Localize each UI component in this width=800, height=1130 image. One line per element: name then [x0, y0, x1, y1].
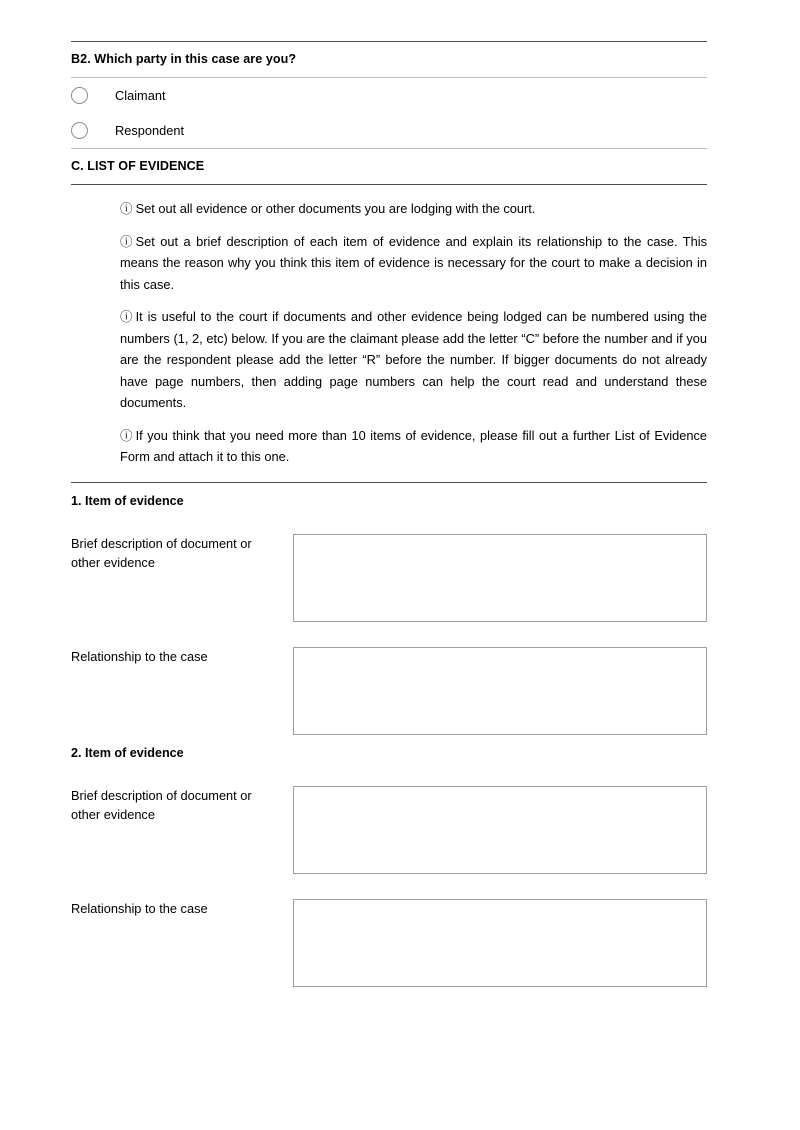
evidence-description-input-1[interactable] [293, 534, 707, 622]
field-label-line: Brief description of document or [71, 787, 252, 803]
document-content [71, 41, 707, 987]
evidence-field-row [71, 786, 707, 874]
radio-option-label: Claimant [115, 87, 166, 103]
field-label-relationship [71, 647, 293, 666]
field-label-description [71, 786, 293, 824]
instruction-text: It is useful to the court if documents and other evidence being lodged can be numbered using the numbers (1, 2, etc) below. If you are the claimant please add the letter “C” before the number and if you are the respondent please add the letter “R” before the number. If bigger documents do not already have page numbers, then adding page numbers can help the court read and understand these documents. [120, 309, 707, 410]
evidence-field-row [71, 899, 707, 987]
radio-option-respondent[interactable] [71, 113, 707, 148]
field-label-line: Brief description of document or [71, 535, 252, 551]
field-label-line: other evidence [71, 806, 155, 822]
instruction-text: Set out a brief description of each item of evidence and explain its relationship to the case. This means the reason why you think this item of evidence is necessary for the court to make a decision in this case. [120, 233, 707, 292]
evidence-relationship-input-2[interactable] [293, 899, 707, 987]
field-label-line: Relationship to the case [71, 900, 208, 916]
radio-option-claimant[interactable] [71, 78, 707, 113]
info-icon: ⓘ [120, 234, 133, 249]
field-label-line: other evidence [71, 554, 155, 570]
evidence-relationship-input-1[interactable] [293, 647, 707, 735]
evidence-field-row [71, 534, 707, 622]
instruction-text: If you think that you need more than 10 items of evidence, please fill out a further List of Evidence Form and attach it to this one. [120, 427, 707, 464]
instructions-block [71, 185, 707, 482]
field-label-line: Relationship to the case [71, 648, 208, 664]
instruction-paragraph [71, 306, 707, 414]
evidence-item-heading-1: 1. Item of evidence [71, 493, 184, 508]
radio-circle-icon[interactable] [71, 87, 88, 104]
info-icon: ⓘ [120, 202, 133, 216]
radio-option-label: Respondent [115, 122, 185, 138]
field-label-description [71, 534, 293, 572]
radio-circle-icon[interactable] [71, 122, 88, 139]
section-heading-b2: B2. Which party in this case are you? [71, 52, 297, 66]
instruction-paragraph [71, 231, 707, 296]
evidence-field-row [71, 647, 707, 735]
instruction-text: Set out all evidence or other documents you are lodging with the court. [135, 201, 536, 216]
info-icon: ⓘ [120, 428, 133, 443]
instruction-paragraph [71, 198, 707, 220]
evidence-description-input-2[interactable] [293, 786, 707, 874]
instruction-paragraph [71, 425, 707, 468]
info-icon: ⓘ [120, 310, 133, 324]
evidence-item-heading-2: 2. Item of evidence [71, 745, 184, 760]
field-label-relationship [71, 899, 293, 918]
section-heading-c: C. LIST OF EVIDENCE [71, 159, 205, 173]
